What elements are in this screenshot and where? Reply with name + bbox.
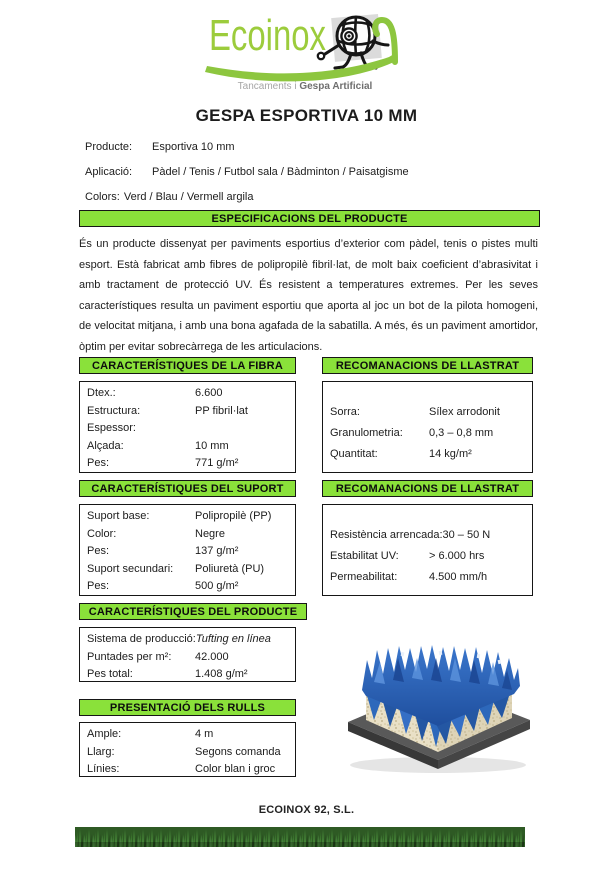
section-banner-llastrat-1: RECOMANACIONS DE LLASTRAT (322, 357, 533, 374)
row-value: 771 g/m² (195, 457, 239, 470)
row-label: Sorra: (330, 406, 360, 418)
row-label: Pes: (87, 580, 110, 593)
row-label: Permeabilitat: (330, 571, 398, 583)
table-row (87, 578, 288, 596)
row-label: Estabilitat UV: (330, 550, 399, 562)
producte-value: Esportiva 10 mm (152, 141, 235, 153)
producte-label: Producte: (85, 141, 133, 153)
table-fibra (79, 381, 296, 473)
table-row (87, 385, 288, 403)
table-suport (79, 504, 296, 596)
section-banner-fibra: CARACTERÍSTIQUES DE LA FIBRA (79, 357, 296, 374)
table-row (87, 561, 288, 579)
row-label: Pes: (87, 457, 110, 470)
table-row (87, 761, 288, 779)
row-label: Alçada: (87, 439, 124, 452)
info-row-aplicacio (85, 165, 545, 190)
row-label: Quantitat: (330, 448, 378, 460)
row-label: Espessor: (87, 422, 136, 435)
aplicacio-label: Aplicació: (85, 166, 133, 178)
logo-graphic (205, 8, 405, 100)
table-row (87, 420, 288, 438)
table-row (87, 438, 288, 456)
row-label: Puntades per m²: (87, 650, 172, 663)
section-banner-rulls: PRESENTACIÓ DELS RULLS (79, 699, 296, 716)
brand-tagline: Tancaments i Gespa Artificial (237, 81, 373, 92)
row-label: Llarg: (87, 745, 115, 758)
table-row (330, 402, 525, 423)
row-value: Segons comanda (195, 745, 281, 758)
row-label: Estructura: (87, 404, 141, 417)
row-value: 137 g/m² (195, 545, 239, 558)
row-value: 42.000 (195, 650, 229, 663)
aplicacio-value: Pàdel / Tenis / Futbol sala / Bàdminton / Paisatgisme (152, 166, 409, 178)
section-banner-suport: CARACTERÍSTIQUES DEL SUPORT (79, 480, 296, 497)
table-row (87, 726, 288, 744)
table-rulls (79, 722, 296, 777)
row-value: 14 kg/m² (429, 448, 472, 460)
table-row (87, 508, 288, 526)
product-info (85, 140, 545, 215)
row-value: Color blan i groc (195, 763, 276, 776)
table-row (330, 423, 525, 444)
table-row (87, 649, 288, 667)
table-row (87, 526, 288, 544)
row-label: Suport secundari: (87, 562, 174, 575)
table-row (87, 744, 288, 762)
table-row (330, 444, 525, 465)
row-value: 6.600 (195, 387, 223, 399)
brand-logo (205, 8, 405, 100)
row-value: 4 m (195, 728, 214, 740)
row-label: Ample: (87, 728, 122, 740)
row-value: Tufting en línea (195, 633, 271, 645)
row-value: 0,3 – 0,8 mm (429, 427, 494, 439)
row-value: 30 – 50 N (442, 529, 491, 541)
row-label: Granulometria: (330, 427, 403, 439)
row-label: Sistema de producció: (87, 633, 196, 645)
table-producte (79, 627, 296, 682)
row-value: 500 g/m² (195, 580, 239, 593)
grass-strip-image (75, 827, 525, 847)
table-row (87, 403, 288, 421)
section-banner-especificacions: ESPECIFICACIONS DEL PRODUCTE (79, 210, 540, 227)
table-llastrat-1 (322, 381, 533, 473)
table-row (330, 525, 525, 546)
row-value: Polipropilè (PP) (195, 510, 272, 522)
table-row (87, 631, 288, 649)
row-value: Negre (195, 527, 225, 540)
row-label: Línies: (87, 763, 120, 776)
footer-company: ECOINOX 92, S.L. (258, 804, 355, 816)
table-row (330, 567, 525, 588)
row-label: Pes: (87, 545, 110, 558)
page-title: GESPA ESPORTIVA 10 MM (195, 106, 418, 125)
row-value: 4.500 mm/h (429, 571, 488, 583)
table-row (87, 455, 288, 473)
colors-value: Verd / Blau / Vermell argila (123, 191, 254, 203)
product-description: És un producte dissenyat per paviments esportius d’exterior com pàdel, tenis o pistes multi esport. Està fabricat amb fibres de polipropilè fibril·lat, de molt baix coeficient d’abrasivitat i amb tractament de protecció UV. És resistent a temperatures extremes. Per les seves característiques resulta un paviment esportiu que aporta al joc un bot de la pilota homogeni, de velocitat mitjana, i amb una bona agafada de la sabatilla. A més, és un paviment amortidor, òptim per evitar sobrecàrrega de les articulacions. (79, 238, 538, 353)
info-row-producte (85, 140, 545, 165)
table-row (87, 666, 288, 684)
row-label: Resistència arrencada: (330, 529, 443, 541)
table-row (87, 543, 288, 561)
table-llastrat-2 (322, 504, 533, 596)
colors-label: Colors: (85, 191, 120, 203)
row-value: PP fibril·lat (195, 404, 248, 417)
row-label: Color: (87, 527, 117, 540)
section-banner-llastrat-2: RECOMANACIONS DE LLASTRAT (322, 480, 533, 497)
row-label: Dtex.: (87, 387, 116, 399)
turf-sample-image (338, 614, 538, 779)
row-value: > 6.000 hrs (429, 550, 485, 562)
row-value: Sílex arrodonit (429, 406, 500, 418)
section-banner-producte: CARACTERÍSTIQUES DEL PRODUCTE (79, 603, 307, 620)
row-label: Suport base: (87, 510, 150, 522)
row-value: 10 mm (195, 439, 229, 452)
row-value: 1.408 g/m² (195, 668, 248, 681)
table-row (330, 546, 525, 567)
row-label: Pes total: (87, 668, 133, 681)
row-value: Poliuretà (PU) (195, 562, 265, 575)
brand-wordmark: Ecoinox (209, 11, 326, 60)
